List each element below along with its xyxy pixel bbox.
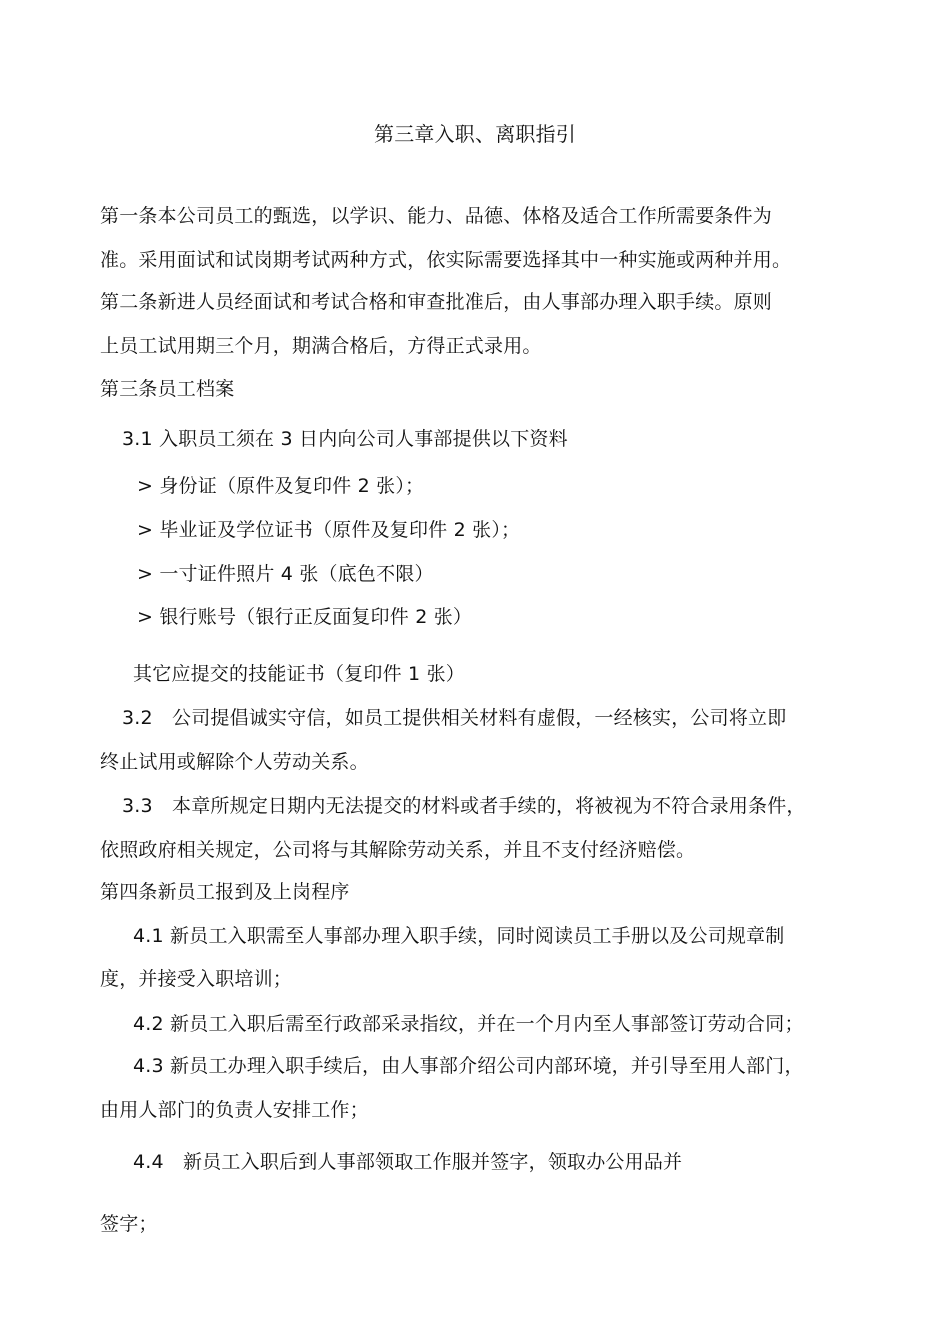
list-item: > 身份证（原件及复印件 2 张）；: [137, 475, 425, 497]
section-4-4-line1: 4.4 新员工入职后到人事部领取工作服并签字，领取办公用品并: [133, 1151, 683, 1173]
article2-line1: 第二条新进人员经面试和考试合格和审查批准后，由人事部办理入职手续。原则: [100, 291, 773, 313]
section-3-3-line1: 3.3 本章所规定日期内无法提交的材料或者手续的，将被视为不符合录用条件，: [122, 795, 806, 817]
section-4-1-line2: 度，并接受入职培训；: [100, 968, 293, 990]
section-4-2: 4.2 新员工入职后需至行政部采录指纹，并在一个月内至人事部签订劳动合同；: [133, 1013, 804, 1035]
section-4-3-line2: 由用人部门的负责人安排工作；: [100, 1099, 369, 1121]
article2-line2: 上员工试用期三个月，期满合格后，方得正式录用。: [100, 335, 542, 357]
list-item: > 银行账号（银行正反面复印件 2 张）: [137, 606, 473, 628]
section-4-4-line2: 签字；: [100, 1213, 158, 1235]
section-3-2-line2: 终止试用或解除个人劳动关系。: [100, 751, 369, 773]
chapter-title: 第三章入职、离职指引: [374, 122, 576, 146]
article3-heading: 第三条员工档案: [100, 378, 235, 400]
section-3-2-line1: 3.2 公司提倡诚实守信，如员工提供相关材料有虚假，一经核实，公司将立即: [122, 707, 787, 729]
list-item: > 毕业证及学位证书（原件及复印件 2 张）；: [137, 519, 521, 541]
list-item: > 一寸证件照片 4 张（底色不限）: [137, 563, 434, 585]
section-4-3-line1: 4.3 新员工办理入职手续后，由人事部介绍公司内部环境，并引导至用人部门，: [133, 1055, 804, 1077]
section-3-1: 3.1 入职员工须在 3 日内向公司人事部提供以下资料: [122, 428, 568, 450]
article1-line2: 准。采用面试和试岗期考试两种方式，依实际需要选择其中一种实施或两种并用。: [100, 249, 792, 271]
other-certificates: 其它应提交的技能证书（复印件 1 张）: [133, 663, 465, 685]
article1-line1: 第一条本公司员工的甄选，以学识、能力、品德、体格及适合工作所需要条件为: [100, 205, 773, 227]
section-3-3-line2: 依照政府相关规定，公司将与其解除劳动关系，并且不支付经济赔偿。: [100, 839, 696, 861]
section-4-1-line1: 4.1 新员工入职需至人事部办理入职手续，同时阅读员工手册以及公司规章制: [133, 925, 785, 947]
article4-heading: 第四条新员工报到及上岗程序: [100, 881, 350, 903]
